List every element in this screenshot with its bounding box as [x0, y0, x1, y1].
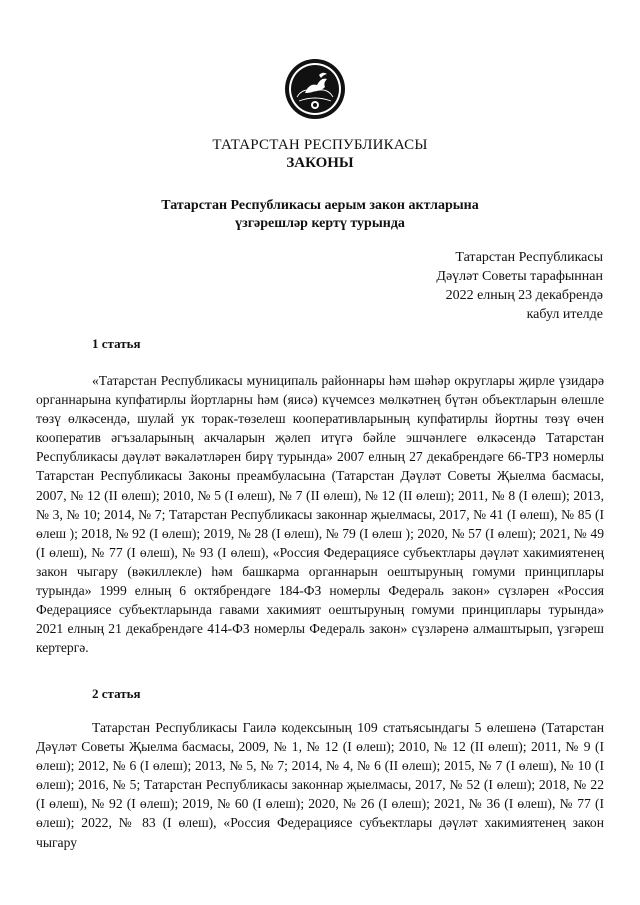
adoption-line-4: кабул ителде: [526, 307, 603, 322]
article-1-title: 1 статья: [92, 336, 141, 351]
republic-heading: ТАТАРСТАН РЕСПУБЛИКАСЫ: [212, 137, 428, 153]
adoption-line-3: 2022 елның 23 декабрендә: [445, 288, 603, 303]
article-2-text: Татарстан Республикасы Гаилә кодексының 109 статьясындагы 5 өлешенә (Татарстан Дәүләт Советы Җыелма басмасы, 2009, № 1, № 12 (I өлеш); 2010, № 12 (II өлеш); 2011, № 9 (I өлеш); 2012, № 6 (I өлеш); 2013, № 5, № 7; 2014, № 4, № 6 (II өлеш); 2015, № 7 (I өлеш), № 10 (I өлеш); 2016, № 5; Татарстан Республикасы законнар җыелмасы, 2017, № 52 (I өлеш); 2018, № 22 (I өлеш), № 92 (I өлеш); 2019, № 60 (I өлеш); 2020, № 26 (I өлеш); 2021, № 36 (I өлеш), № 77 (I өлеш); 2022, № 83 (I өлеш), «Россия Федерациясе субъектлары дәүләт хакимиятенең закон чыгару: [36, 720, 604, 850]
law-subject-line-1: Татарстан Республикасы аерым закон актларына: [161, 198, 479, 213]
article-1-text: «Татарстан Республикасы муниципаль районнары һәм шәһәр округлары җирле үзидарә органнарына купфатирлы йортларны һәм (яисә) күчемсез мөлкәтнең бүтән объектларын өлешле төзү өлкәсендә, шулай ук торак-төзелеш кооперативларының купфатирлы йортны төзү өчен кооператив әгъзаларының акчаларын җәлеп итүгә бәйле эшчәнлеге өлкәсендә Татарстан Республикасы дәүләт вәкаләтләрен бирү турында» 2007 елның 27 декабрендәге 66-ТРЗ номерлы Татарстан Республикасы Законы преамбуласына (Татарстан Дәүләт Советы Җыелма басмасы, 2007, № 12 (II өлеш); 2010, № 5 (I өлеш), № 7 (II өлеш), № 12 (II өлеш); 2011, № 8 (I өлеш); 2013, № 3, № 10; 2014, № 7; Татарстан Республикасы законнар җыелмасы, 2017, № 41 (I өлеш), № 85 (I өлеш ); 2018, № 92 (I өлеш); 2019, № 28 (I өлеш), № 79 (I өлеш ); 2020, № 57 (I өлеш); 2021, № 49 (I өлеш), № 77 (I өлеш), № 93 (I өлеш), «Россия Федерациясе субъектлары дәүләт хакимиятенең закон чыгару (вәкиллекле) һәм башкарма органнарын оештыруның гомуми принциплары турында» 1999 елның 6 октябрендәге 184-ФЗ номерлы Федераль закон» сүзләрен «Россия Федерациясе субъектларында гавами хакимият оештыруның гомуми принциплары турында» 2021 елның 21 декабрендәге 414-ФЗ номерлы Федераль закон» сүзләренә алмаштырып, үзгәреш кертергә.: [36, 373, 604, 656]
adoption-line-2: Дәүләт Советы тарафыннан: [436, 269, 603, 284]
adoption-note: [436, 248, 603, 324]
law-heading: ЗАКОНЫ: [286, 155, 354, 171]
adoption-line-1: Татарстан Республикасы: [455, 250, 603, 265]
article-2-title: 2 статья: [92, 686, 141, 701]
coat-of-arms-emblem: [283, 57, 347, 121]
law-subject-line-2: үзгәрешләр кертү турында: [235, 216, 405, 231]
